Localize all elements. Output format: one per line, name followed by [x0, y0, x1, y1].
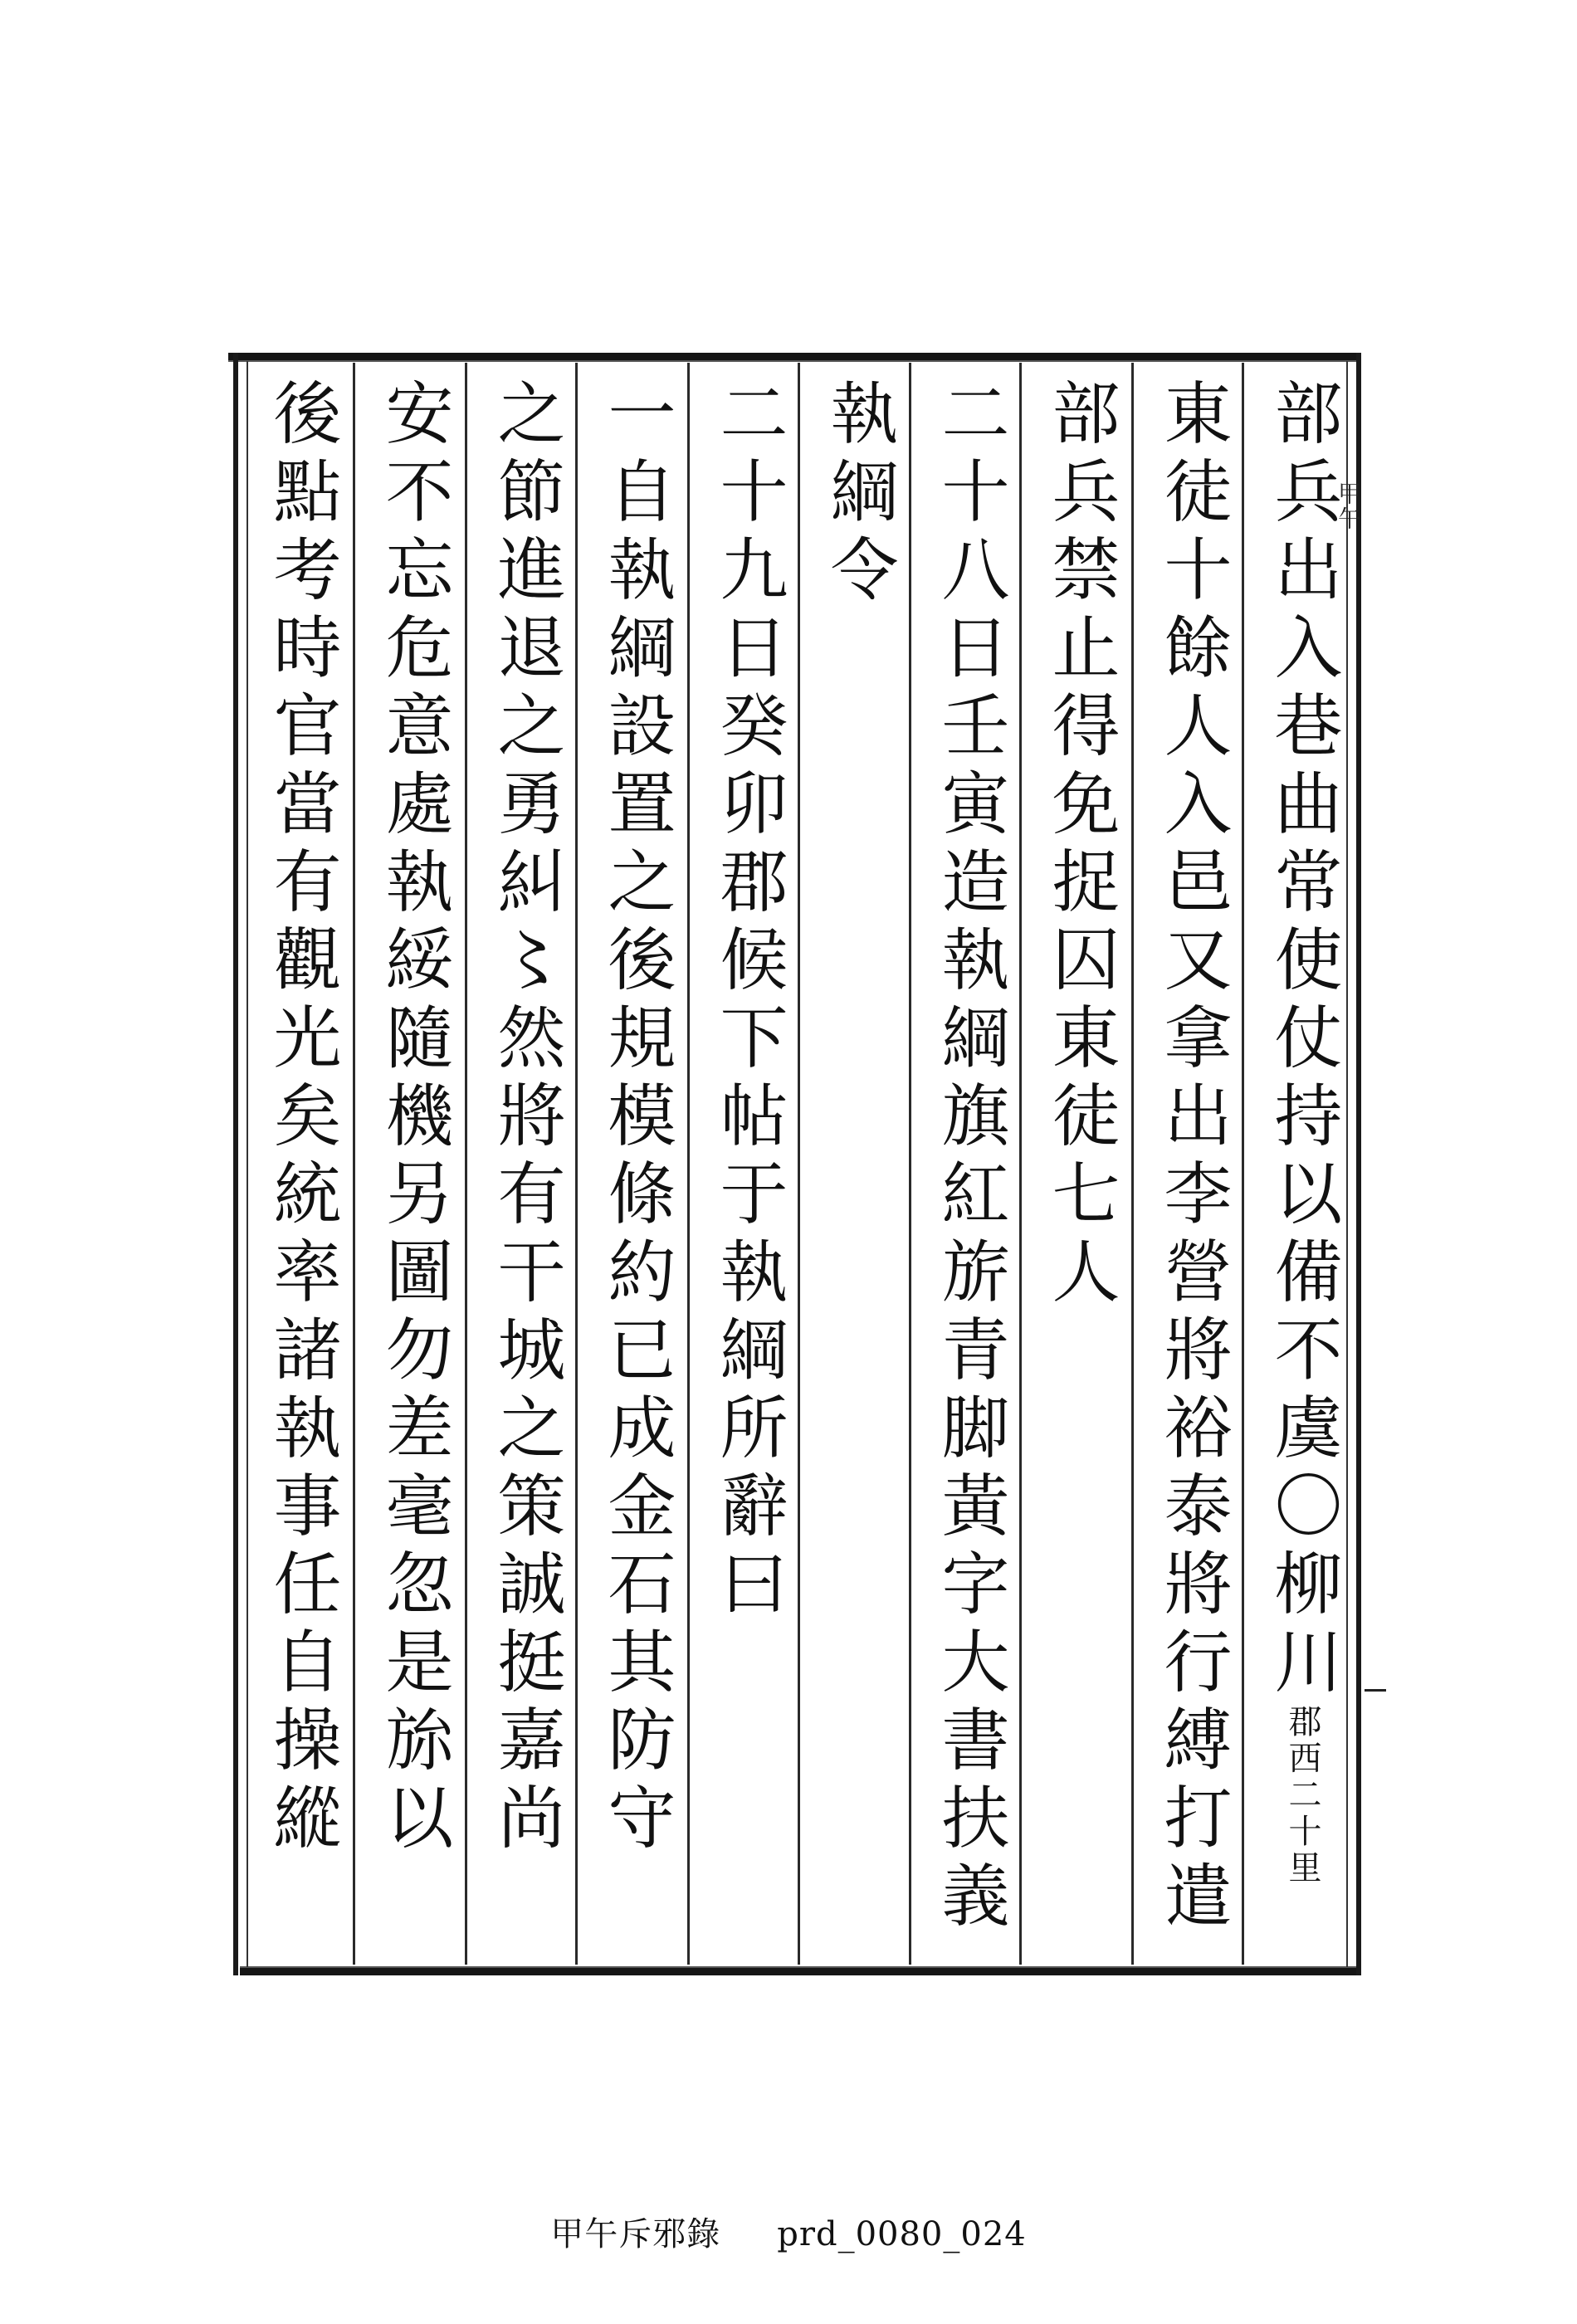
text-column-1 — [1251, 378, 1354, 1946]
margin-tick — [1365, 1689, 1386, 1692]
frame-border-left — [233, 353, 238, 1975]
column-text: 之節進退之勇糾〻然將有干城之策誠挺嘉尚 — [486, 378, 565, 1860]
text-column-7 — [584, 378, 687, 1946]
column-text: 二十八日壬寅造執綱旗紅旂青脚黃字大書扶義 — [930, 378, 1009, 1938]
column-rule — [687, 363, 690, 1965]
text-column-4 — [918, 378, 1021, 1946]
frame-border-right — [1356, 353, 1361, 1975]
text-column-5 — [807, 378, 910, 1946]
margin-mark: 甲午 — [1335, 481, 1362, 531]
column-text: 二十九日癸卯郡候下帖于執綱所辭曰 — [709, 378, 788, 1626]
column-text: 部兵出入巷曲常使仗持以備不虞〇柳川 — [1263, 378, 1342, 1704]
column-text: 後點考時官當有觀光矣統率諸執事任自操縱 — [262, 378, 341, 1860]
text-column-9 — [362, 378, 465, 1946]
text-column-2 — [1140, 378, 1243, 1946]
text-column-8 — [474, 378, 577, 1946]
column-rule — [1131, 363, 1134, 1965]
page-frame — [228, 353, 1361, 1975]
page-footer — [0, 2208, 1577, 2255]
frame-border-top — [228, 353, 1361, 362]
footer-code: prd_0080_024 — [777, 2215, 1027, 2253]
column-text: 東徒十餘人入邑又拿出李營將裕泰將行縛打遣 — [1153, 378, 1232, 1938]
text-column-3 — [1028, 378, 1131, 1946]
column-text: 安不忘危意處執綏隨機另圖勿差毫忽是旀以 — [374, 378, 453, 1860]
frame-border-bottom — [240, 1966, 1356, 1975]
frame-border-left-inner — [247, 361, 248, 1967]
column-text: 執綱令 — [819, 378, 898, 612]
footer-title: 甲午斥邪錄 — [550, 2215, 721, 2253]
column-text: 一自執綱設置之後規模條約已成金石其防守 — [597, 378, 676, 1860]
text-column-6 — [696, 378, 799, 1946]
interlinear-annotation: 郡西二十里 — [1283, 1704, 1321, 1887]
column-rule — [465, 363, 467, 1965]
column-text: 部兵禁止得免捉囚東徒七人 — [1041, 378, 1120, 1314]
column-rule — [353, 363, 355, 1965]
text-column-10 — [250, 378, 353, 1946]
